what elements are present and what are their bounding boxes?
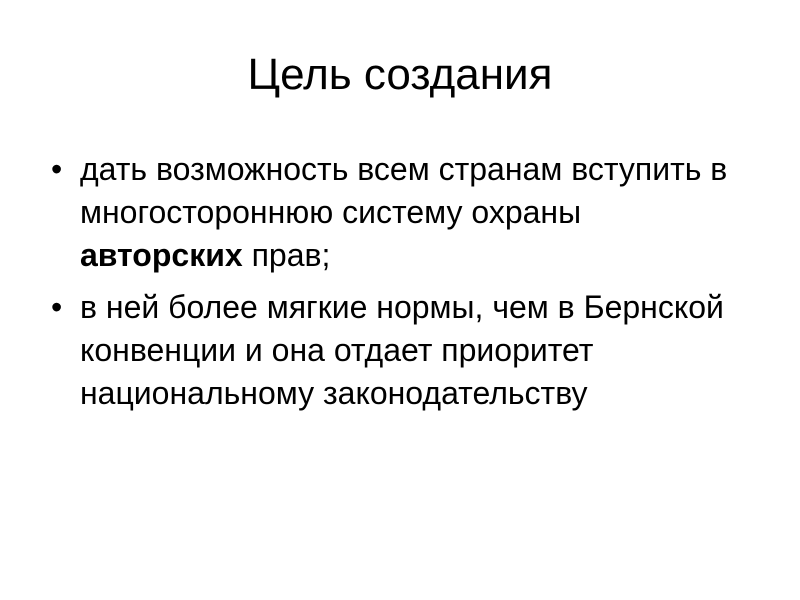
slide-title: Цель создания (247, 50, 553, 99)
bullet-item (40, 148, 740, 277)
bullet-text: в ней более мягкие нормы, чем в Бернской конвенции и она отдает приоритет национальному законодательству (80, 289, 724, 411)
bullet-text-part: прав; (242, 237, 331, 273)
bullet-icon: • (51, 289, 63, 325)
bullet-item (40, 286, 740, 415)
bullet-text-part: дать возможность всем странам вступить в многостороннюю систему охраны (80, 151, 728, 230)
bullet-text-bold: авторских (80, 237, 243, 273)
bullet-list (40, 148, 740, 415)
bullet-icon: • (51, 151, 63, 187)
